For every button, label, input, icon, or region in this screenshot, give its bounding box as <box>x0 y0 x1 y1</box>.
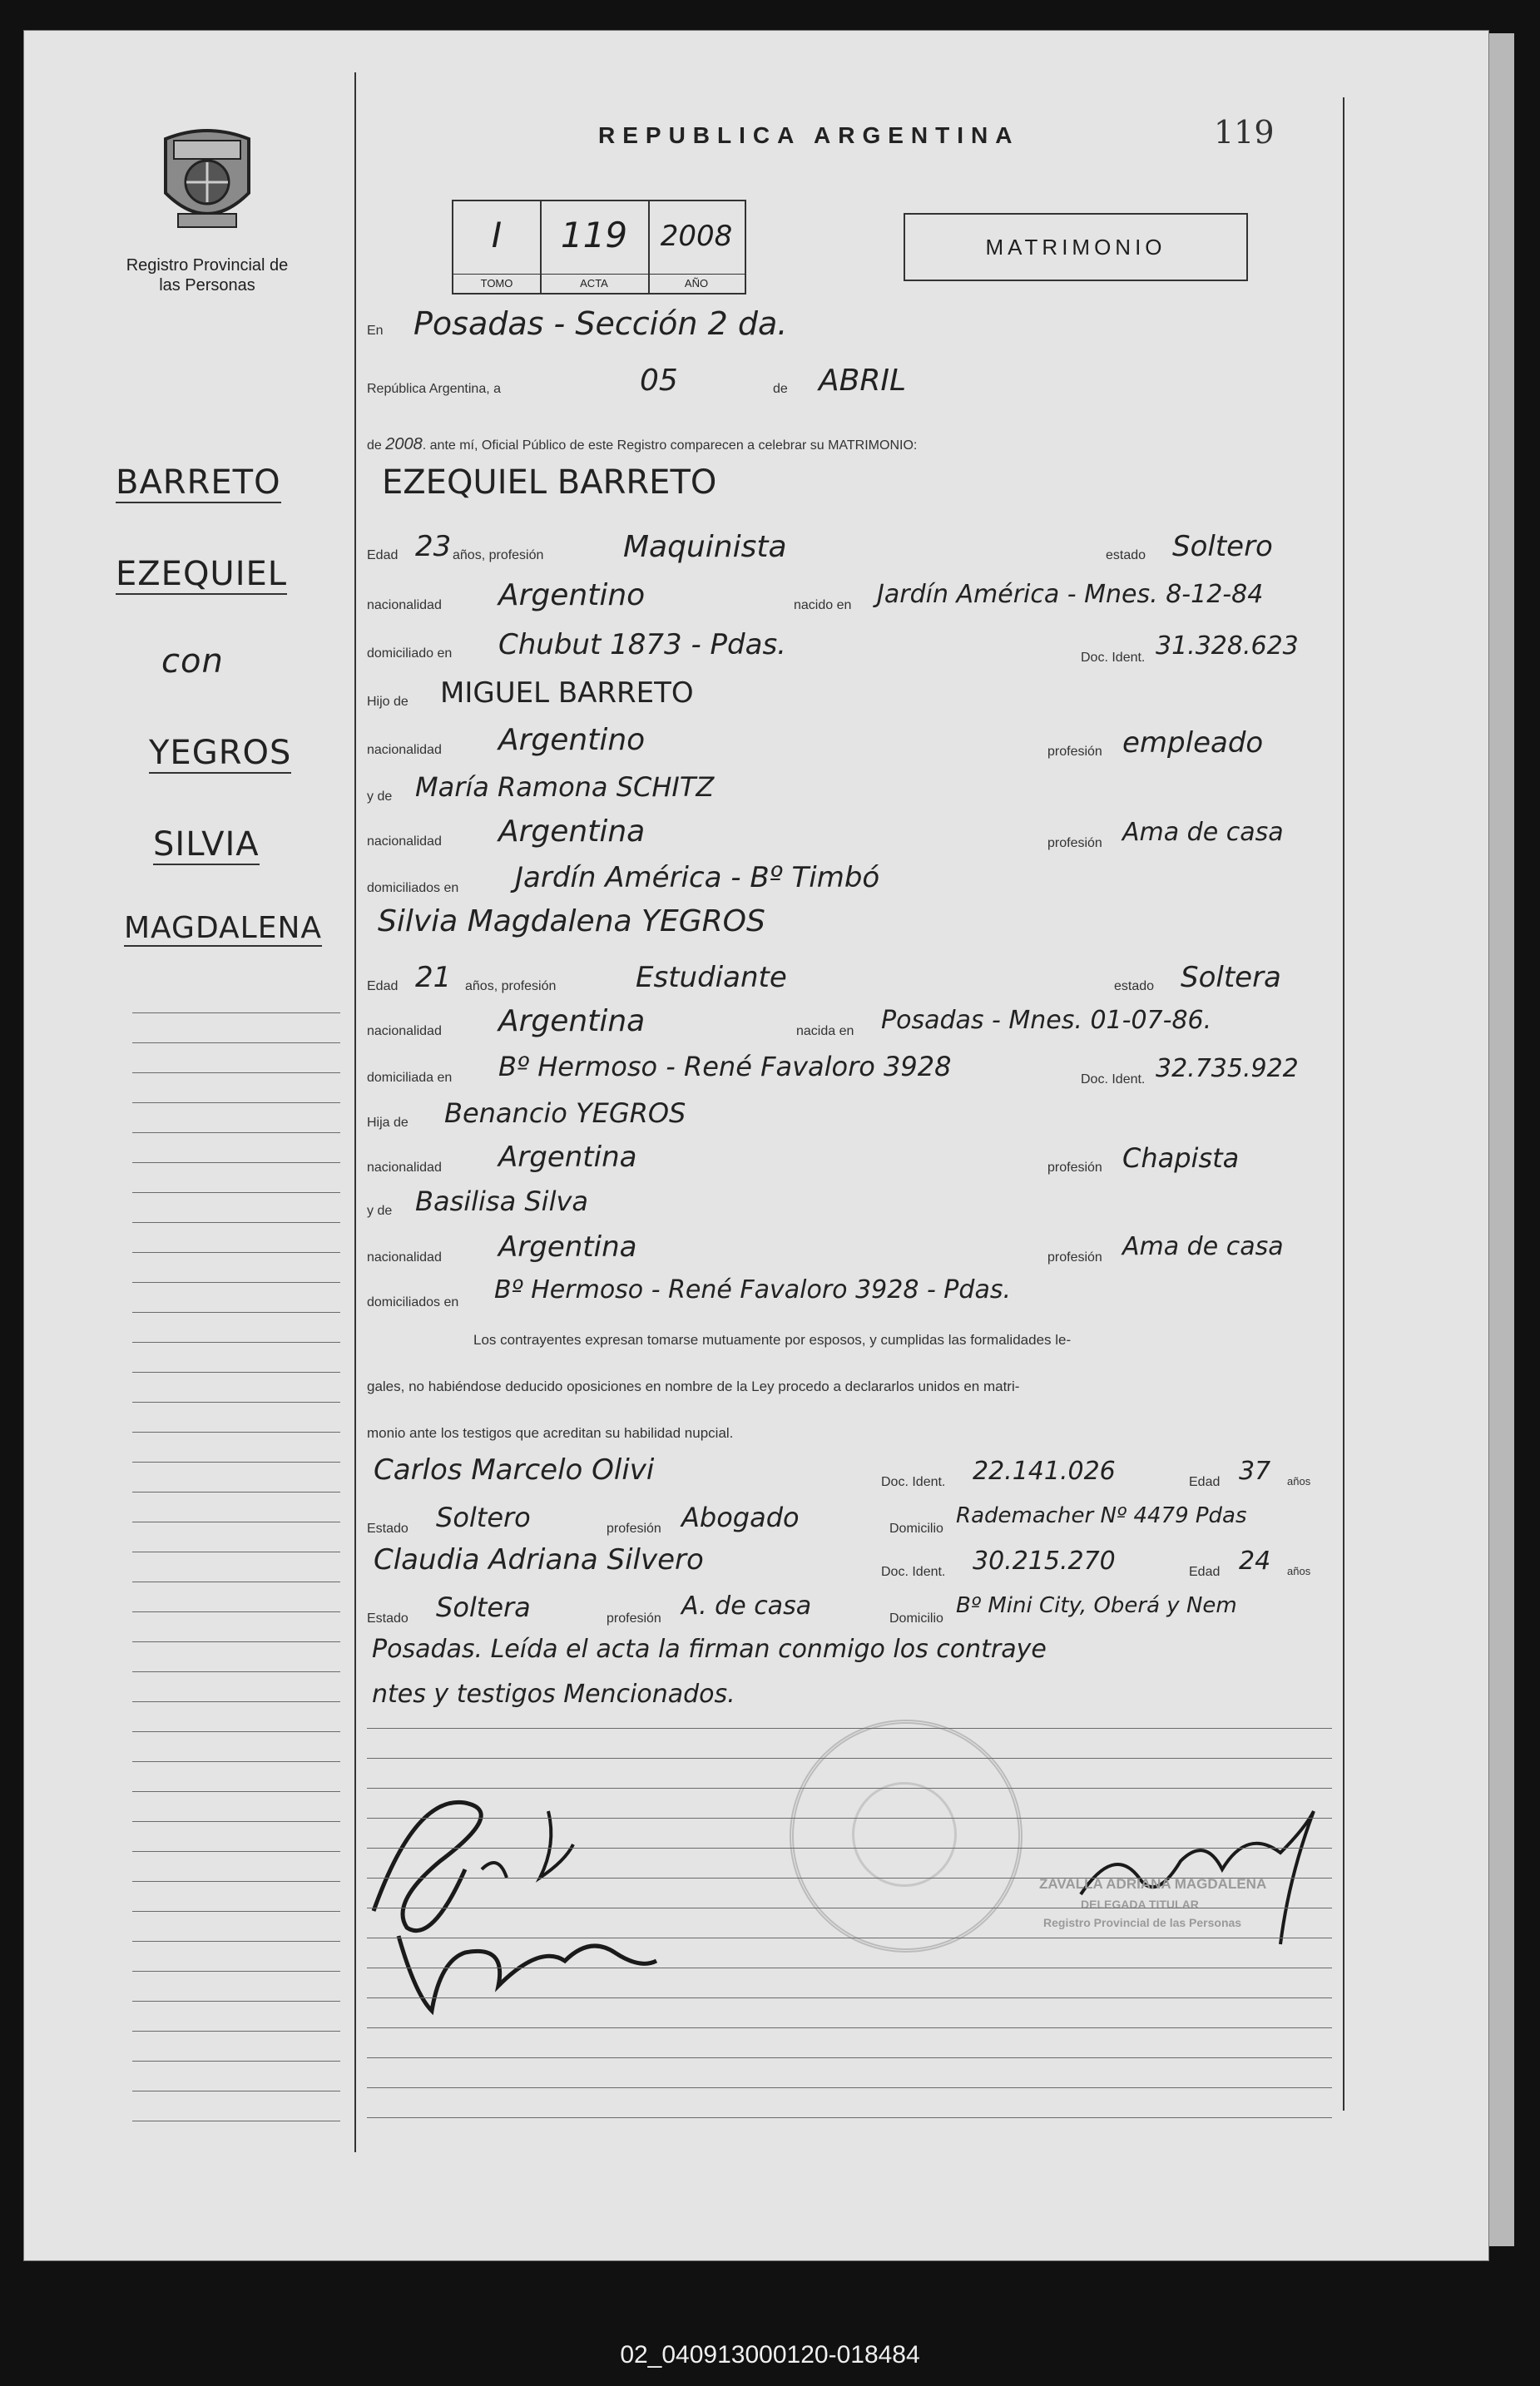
label-doc: Doc. Ident. <box>881 1565 946 1579</box>
label-profesion: profesión <box>607 1611 661 1626</box>
bride-parents-address: Bº Hermoso - René Favaloro 3928 - Pdas. <box>494 1275 1011 1304</box>
groom-marital-status: Soltero <box>1172 530 1273 563</box>
formal-text-line-1: Los contrayentes expresan tomarse mutuamente por esposos, y cumplidas las formalidades le- <box>473 1332 1072 1348</box>
groom-mother-nationality: Argentina <box>498 814 646 849</box>
groom-birthplace: Jardín América - Mnes. 8-12-84 <box>877 580 1264 609</box>
label-profesion: años, profesión <box>465 979 557 993</box>
label-y-de: y de <box>367 1204 393 1218</box>
margin-bride-surname: YEGROS <box>149 734 292 772</box>
ruled-line <box>132 1282 340 1283</box>
ruled-line <box>367 2027 1332 2028</box>
witness1-id-number: 22.141.026 <box>973 1457 1116 1486</box>
groom-mother-profession: Ama de casa <box>1122 818 1284 847</box>
label-doc: Doc. Ident. <box>881 1475 946 1489</box>
label-profesion: profesión <box>607 1522 661 1536</box>
witness2-profession: A. de casa <box>681 1591 812 1621</box>
bride-mother-nationality: Argentina <box>498 1230 637 1264</box>
ruled-line <box>132 1162 340 1163</box>
witness1-name: Carlos Marcelo Olivi <box>374 1453 655 1487</box>
bride-address: Bº Hermoso - René Favaloro 3928 <box>498 1051 952 1082</box>
ruled-line <box>367 1758 1332 1759</box>
witness2-age: 24 <box>1239 1547 1271 1576</box>
registry-name: Registro Provincial de las Personas <box>126 256 289 295</box>
groom-mother: María Ramona SCHITZ <box>415 771 715 803</box>
bride-mother-profession: Ama de casa <box>1122 1232 1284 1261</box>
label-nacionalidad: nacionalidad <box>367 1161 442 1175</box>
bride-father-profession: Chapista <box>1122 1142 1240 1174</box>
witness1-marital-status: Soltero <box>436 1502 531 1533</box>
field-mes: ABRIL <box>819 364 907 398</box>
ruled-line <box>132 1072 340 1073</box>
ruled-line <box>367 2117 1332 2118</box>
ruled-line <box>132 1252 340 1253</box>
ruled-line <box>132 2061 340 2062</box>
label-profesion: profesión <box>1047 836 1102 850</box>
bride-marital-status: Soltera <box>1181 961 1281 994</box>
bride-age: 21 <box>415 961 452 994</box>
ruled-line <box>132 1761 340 1762</box>
label-anos: años <box>1287 1475 1311 1488</box>
ruled-line <box>132 1941 340 1942</box>
bride-id-number: 32.735.922 <box>1156 1054 1299 1083</box>
ruled-line <box>367 2087 1332 2088</box>
official-seal-stamp <box>790 1720 1023 1953</box>
provincial-seal-icon <box>153 122 261 239</box>
witness2-marital-status: Soltera <box>436 1591 531 1623</box>
label-republica: República Argentina, a <box>367 382 501 396</box>
ruled-line <box>367 1878 1332 1879</box>
groom-nationality: Argentino <box>498 578 646 612</box>
ruled-line <box>132 1102 340 1103</box>
witness1-address: Rademacher Nº 4479 Pdas <box>956 1503 1247 1528</box>
bride-profession: Estudiante <box>636 961 787 994</box>
ruled-line <box>132 1342 340 1343</box>
ruled-line <box>132 1731 340 1732</box>
label-domicilio: Domicilio <box>889 1522 943 1536</box>
label-nacionalidad: nacionalidad <box>367 1024 442 1038</box>
groom-address: Chubut 1873 - Pdas. <box>498 628 786 661</box>
label-domiciliada: domiciliada en <box>367 1071 453 1085</box>
label-profesion: profesión <box>1047 1161 1102 1175</box>
ruled-line <box>132 1432 340 1433</box>
label-profesion: profesión <box>1047 1250 1102 1265</box>
groom-father-profession: empleado <box>1122 726 1264 760</box>
label-nacido: nacido en <box>794 598 852 612</box>
ruled-line <box>132 1372 340 1373</box>
label-nacionalidad: nacionalidad <box>367 743 442 757</box>
formal-text-line-3: monio ante los testigos que acreditan su habilidad nupcial. <box>367 1425 734 1441</box>
ruled-line <box>132 1462 340 1463</box>
ruled-line <box>132 1881 340 1882</box>
label-doc: Doc. Ident. <box>1081 1072 1146 1087</box>
bride-father: Benancio YEGROS <box>444 1097 686 1129</box>
label-nacionalidad: nacionalidad <box>367 1250 442 1265</box>
margin-groom-name: EZEQUIEL <box>116 555 288 593</box>
ruled-line <box>132 1671 340 1672</box>
groom-id-number: 31.328.623 <box>1156 631 1299 661</box>
closing-line-2: ntes y testigos Mencionados. <box>372 1680 735 1709</box>
margin-bride-middle-name: MAGDALENA <box>124 911 323 945</box>
ruled-line <box>367 1728 1332 1729</box>
record-number-box <box>452 200 746 295</box>
official-name: ZAVALLA ADRIANA MAGDALENA <box>1039 1876 1267 1892</box>
ruled-line <box>367 1788 1332 1789</box>
ruled-line <box>132 1641 340 1642</box>
label-edad: Edad <box>1189 1475 1221 1489</box>
certificate-page <box>23 30 1489 2261</box>
label-y-de: y de <box>367 790 393 804</box>
bride-name: Silvia Magdalena YEGROS <box>378 904 765 938</box>
label-domicilio: Domicilio <box>889 1611 943 1626</box>
page-number: 119 <box>1214 114 1275 151</box>
witness2-id-number: 30.215.270 <box>973 1547 1116 1576</box>
ruled-line <box>367 1848 1332 1849</box>
margin-con: con <box>161 642 224 681</box>
bride-birthplace: Posadas - Mnes. 01-07-86. <box>881 1006 1212 1035</box>
witness2-name: Claudia Adriana Silvero <box>374 1543 704 1577</box>
label-profesion: profesión <box>1047 745 1102 759</box>
label-domiciliado: domiciliado en <box>367 646 453 661</box>
label-estado: estado <box>1114 979 1155 993</box>
tomo-cell: I TOMO <box>453 201 542 293</box>
label-domiciliados: domiciliados en <box>367 881 459 895</box>
label-edad: Edad <box>367 979 399 993</box>
label-nacionalidad: nacionalidad <box>367 834 442 849</box>
ruled-line <box>132 1222 340 1223</box>
label-anos: años <box>1287 1565 1311 1577</box>
label-domiciliados: domiciliados en <box>367 1295 459 1309</box>
right-border <box>1343 97 1344 2111</box>
label-edad: Edad <box>367 548 399 562</box>
field-dia: 05 <box>640 364 678 398</box>
groom-father: MIGUEL BARRETO <box>440 676 694 710</box>
image-caption: 02_040913000120-018484 <box>620 2341 920 2369</box>
acta-cell: 119 ACTA <box>540 201 650 293</box>
label-estado: Estado <box>367 1522 409 1536</box>
label-profesion: años, profesión <box>453 548 544 562</box>
official-title: DELEGADA TITULAR <box>1081 1898 1199 1911</box>
witness1-profession: Abogado <box>681 1502 800 1533</box>
label-en: En <box>367 324 384 338</box>
witness1-age: 37 <box>1239 1457 1271 1486</box>
ruled-line <box>132 1192 340 1193</box>
document-type-box: MATRIMONIO <box>904 213 1248 281</box>
formal-text-line-2: gales, no habiéndose deducido oposiciones en nombre de la Ley procedo a declararlos unidos en matri- <box>367 1379 1020 1394</box>
groom-father-nationality: Argentino <box>498 723 646 757</box>
label-de: de <box>773 382 788 396</box>
ruled-line <box>132 1911 340 1912</box>
ruled-line <box>132 1611 340 1612</box>
ruled-line <box>132 1042 340 1043</box>
groom-name: EZEQUIEL BARRETO <box>382 463 717 502</box>
label-doc: Doc. Ident. <box>1081 651 1146 665</box>
label-estado: estado <box>1106 548 1146 562</box>
ruled-line <box>132 1851 340 1852</box>
label-estado: Estado <box>367 1611 409 1626</box>
bride-mother: Basilisa Silva <box>415 1186 588 1217</box>
label-hija-de: Hija de <box>367 1116 409 1130</box>
label-edad: Edad <box>1189 1565 1221 1579</box>
ruled-line <box>132 1971 340 1972</box>
groom-profession: Maquinista <box>623 530 787 564</box>
ruled-line <box>132 2001 340 2002</box>
ruled-line <box>132 1012 340 1013</box>
bride-father-nationality: Argentina <box>498 1141 637 1174</box>
margin-bride-name: SILVIA <box>153 825 260 864</box>
ruled-line <box>132 1791 340 1792</box>
document-header-title: REPUBLICA ARGENTINA <box>598 122 1020 148</box>
signature-icon <box>340 1745 690 2027</box>
ruled-line <box>132 2031 340 2032</box>
closing-line-1: Posadas. Leída el acta la firman conmigo los contraye <box>372 1635 1047 1664</box>
ruled-line <box>132 1701 340 1702</box>
bride-nationality: Argentina <box>498 1004 646 1038</box>
anio-cell: 2008 AÑO <box>648 201 745 293</box>
groom-age: 23 <box>415 530 452 563</box>
ruled-line <box>132 1132 340 1133</box>
groom-parents-address: Jardín América - Bº Timbó <box>515 861 880 894</box>
label-nacionalidad: nacionalidad <box>367 598 442 612</box>
ruled-line <box>367 2057 1332 2058</box>
label-nacida: nacida en <box>796 1024 854 1038</box>
ruled-line <box>132 1821 340 1822</box>
ruled-line <box>367 1818 1332 1819</box>
ruled-line <box>367 1997 1332 1998</box>
intro-line: de 2008. ante mí, Oficial Público de este Registro comparecen a celebrar su MATRIMONIO: <box>367 435 918 453</box>
witness2-address: Bº Mini City, Oberá y Nem <box>956 1593 1237 1618</box>
label-hijo-de: Hijo de <box>367 695 409 709</box>
official-registry: Registro Provincial de las Personas <box>1043 1916 1242 1929</box>
ruled-line <box>132 1312 340 1313</box>
margin-groom-surname: BARRETO <box>116 463 281 502</box>
ruled-line <box>132 1402 340 1403</box>
field-lugar: Posadas - Sección 2 da. <box>413 305 788 342</box>
